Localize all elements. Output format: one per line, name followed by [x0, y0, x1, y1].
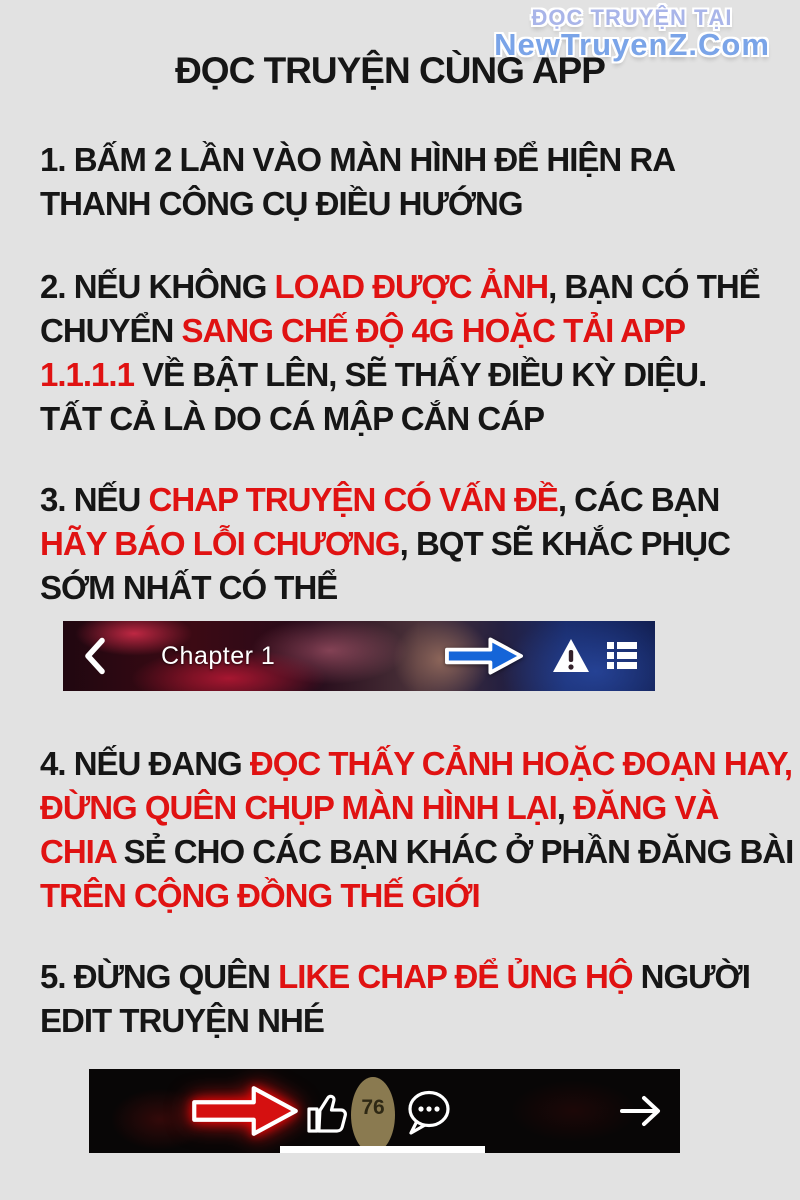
text-segment: NGƯỜI — [632, 958, 750, 995]
text-segment: EDIT TRUYỆN NHÉ — [40, 1002, 324, 1039]
like-count: 76 — [361, 1096, 385, 1119]
report-warning-icon — [551, 637, 591, 674]
back-chevron-icon — [81, 636, 109, 676]
text-segment: TRÊN CỘNG ĐỒNG THẾ GIỚI — [40, 877, 480, 914]
instruction-line — [40, 786, 793, 830]
instruction-line — [40, 874, 793, 918]
text-segment: SỚM NHẤT CÓ THỂ — [40, 569, 338, 606]
text-segment: 1.1.1.1 — [40, 356, 134, 393]
text-segment: , CÁC BẠN — [557, 481, 720, 518]
text-segment: , BẠN CÓ THỂ — [548, 268, 760, 305]
text-segment: ĐỌC THẤY CẢNH HOẶC ĐOẠN HAY, — [249, 745, 793, 782]
text-segment: HÃY BÁO LỖI CHƯƠNG — [40, 525, 400, 562]
text-segment: CHAP TRUYỆN CÓ VẤN ĐỀ — [148, 481, 558, 518]
instruction-line — [40, 566, 730, 610]
instruction-line — [40, 522, 730, 566]
instruction-section-4 — [40, 742, 793, 918]
instruction-line — [40, 742, 793, 786]
next-chapter-arrow-icon — [617, 1091, 665, 1131]
instruction-line — [40, 182, 675, 226]
text-segment: ĐĂNG VÀ — [564, 789, 719, 826]
text-segment: SẺ CHO CÁC BẠN KHÁC Ở PHẦN ĐĂNG BÀI — [115, 833, 794, 870]
text-segment: 4. NẾU ĐANG — [40, 745, 250, 782]
instruction-line — [40, 830, 793, 874]
instruction-line — [40, 265, 760, 309]
site-logo-tagline: ĐỌC TRUYỆN TẠI — [531, 5, 733, 30]
chapter-title: Chapter 1 — [161, 641, 276, 670]
like-count-badge — [351, 1077, 395, 1153]
text-segment: 3. NẾU — [40, 481, 149, 518]
like-bar-screenshot — [89, 1069, 680, 1153]
instruction-line — [40, 353, 760, 397]
text-segment: TẤT CẢ LÀ DO CÁ MẬP CẮN CÁP — [40, 400, 545, 437]
instruction-line — [40, 955, 750, 999]
pointer-arrow-icon — [189, 1078, 301, 1144]
instruction-section-1 — [40, 138, 675, 226]
chapter-nav-screenshot — [63, 621, 655, 691]
instruction-line — [40, 309, 760, 353]
site-logo-domain: NewTruyenZ.Com — [494, 27, 770, 63]
instruction-section-5 — [40, 955, 750, 1043]
instruction-line — [40, 138, 675, 182]
text-segment: CHUYỂN — [40, 312, 182, 349]
text-segment: 1. BẤM 2 LẦN VÀO MÀN HÌNH ĐỂ HIỆN RA — [40, 141, 676, 178]
instruction-line — [40, 478, 730, 522]
pointer-arrow-icon — [423, 633, 545, 679]
instruction-section-3 — [40, 478, 730, 610]
text-segment: ĐỪNG QUÊN CHỤP MÀN HÌNH LẠI — [40, 789, 557, 826]
text-segment: LOAD ĐƯỢC ẢNH — [274, 268, 549, 305]
text-segment: , BQT SẼ KHẮC PHỤC — [399, 525, 730, 562]
thumbs-up-icon — [304, 1087, 352, 1137]
instruction-line — [40, 999, 750, 1043]
text-segment: SANG CHẾ ĐỘ 4G HOẶC TẢI APP — [181, 312, 686, 349]
instruction-section-2 — [40, 265, 760, 441]
text-segment: VỀ BẬT LÊN, SẼ THẤY ĐIỀU KỲ DIỆU. — [133, 356, 707, 393]
page-title: ĐỌC TRUYỆN CÙNG APP — [175, 50, 605, 91]
chapter-list-icon — [607, 642, 637, 669]
comment-bubble-icon — [403, 1089, 453, 1137]
loading-strip — [280, 1146, 485, 1153]
text-segment: THANH CÔNG CỤ ĐIỀU HƯỚNG — [40, 185, 523, 222]
text-segment: LIKE CHAP ĐỂ ỦNG HỘ — [278, 958, 633, 995]
text-segment: CHIA — [40, 833, 116, 870]
text-segment: 2. NẾU KHÔNG — [40, 268, 275, 305]
text-segment: , — [556, 789, 565, 826]
instruction-line — [40, 397, 760, 441]
text-segment: 5. ĐỪNG QUÊN — [40, 958, 279, 995]
